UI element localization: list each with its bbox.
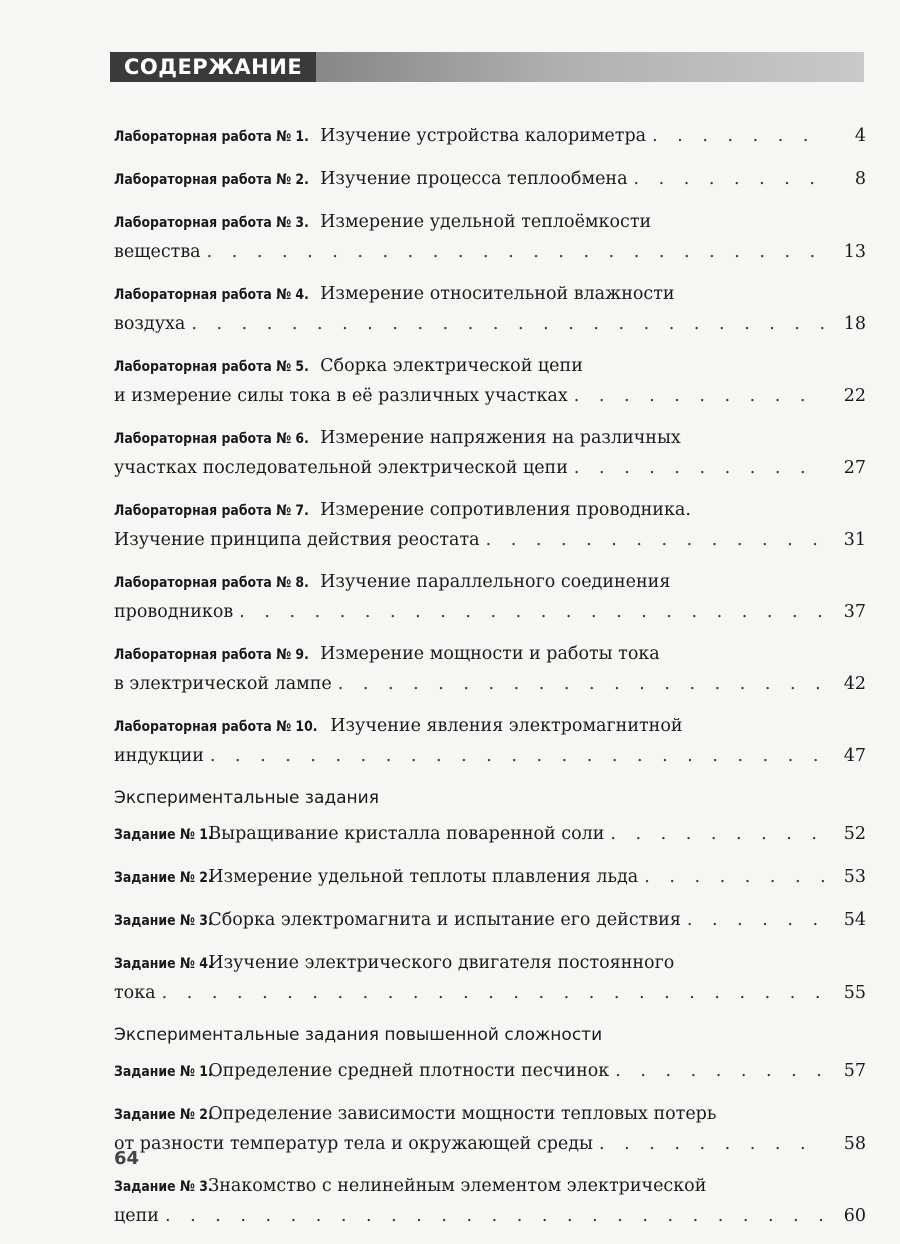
toc-entry-line bbox=[114, 1057, 866, 1087]
toc-entry-title: Изучение электрического двигателя постоянного bbox=[208, 953, 675, 973]
toc-entry[interactable] bbox=[114, 906, 866, 936]
toc-entry-title: Измерение удельной теплоёмкости bbox=[320, 212, 652, 232]
toc-entry[interactable] bbox=[114, 122, 866, 152]
toc-entry[interactable] bbox=[114, 640, 866, 699]
toc-entry-label: Лабораторная работа № 6. bbox=[114, 431, 309, 447]
section-heading-experimental: Экспериментальные задания bbox=[114, 788, 379, 808]
toc-entry-line bbox=[114, 598, 866, 627]
toc-entry-title: Изучение принципа действия реостата bbox=[114, 530, 480, 550]
toc-entry-page: 31 bbox=[843, 530, 866, 550]
toc-entry-label: Задание № 1. bbox=[114, 827, 213, 843]
toc-entry-page: 55 bbox=[843, 983, 866, 1003]
toc-entry[interactable] bbox=[114, 1172, 866, 1231]
dot-leader bbox=[574, 382, 824, 411]
toc-entry-label: Задание № 4. bbox=[114, 956, 213, 972]
toc-entry-line bbox=[114, 670, 866, 699]
toc-entry-title: от разности температур тела и окружающей среды bbox=[114, 1134, 593, 1154]
toc-entry-line bbox=[114, 310, 866, 339]
toc-entry-label: Лабораторная работа № 10. bbox=[114, 719, 318, 735]
toc-entry-line bbox=[114, 568, 866, 598]
toc-entry[interactable] bbox=[114, 208, 866, 267]
dot-leader bbox=[162, 979, 824, 1008]
toc-entry[interactable] bbox=[114, 949, 866, 1008]
toc-entry-label: Задание № 2. bbox=[114, 1107, 213, 1123]
toc-entry-title: проводников bbox=[114, 602, 234, 622]
toc-entry-line bbox=[114, 1202, 866, 1231]
toc-entry-title: Определение средней плотности песчинок bbox=[208, 1061, 610, 1081]
toc-entry[interactable] bbox=[114, 496, 866, 555]
toc-entry-title: участках последовательной электрической цепи bbox=[114, 458, 568, 478]
toc-entry-page: 54 bbox=[843, 910, 866, 930]
toc-entry-page: 57 bbox=[843, 1061, 866, 1081]
dot-leader bbox=[165, 1202, 824, 1231]
dot-leader bbox=[652, 122, 824, 151]
toc-entry-page: 4 bbox=[854, 126, 866, 146]
toc-entry-title: Изучение процесса теплообмена bbox=[320, 169, 628, 189]
toc-entry[interactable] bbox=[114, 165, 866, 195]
toc-entry-page: 37 bbox=[843, 602, 866, 622]
toc-entry-label: Лабораторная работа № 5. bbox=[114, 359, 309, 375]
toc-entry-line bbox=[114, 280, 866, 310]
toc-entry[interactable] bbox=[114, 1057, 866, 1087]
toc-entry-title: и измерение силы тока в её различных участках bbox=[114, 386, 568, 406]
toc-entry-line bbox=[114, 979, 866, 1008]
toc-entry-page: 52 bbox=[843, 824, 866, 844]
toc-entry[interactable] bbox=[114, 280, 866, 339]
experimental-tasks-list bbox=[114, 820, 866, 1008]
toc-entry[interactable] bbox=[114, 1100, 866, 1159]
dot-leader bbox=[338, 670, 824, 699]
toc-entry-line bbox=[114, 949, 866, 979]
page-title: СОДЕРЖАНИЕ bbox=[110, 52, 316, 82]
toc-entry-page: 18 bbox=[843, 314, 866, 334]
toc-entry-line bbox=[114, 454, 866, 483]
toc-entry-title: цепи bbox=[114, 1206, 159, 1226]
dot-leader bbox=[574, 454, 824, 483]
dot-leader bbox=[687, 906, 824, 935]
toc-entry[interactable] bbox=[114, 820, 866, 850]
dot-leader bbox=[634, 165, 824, 194]
toc-entry-label: Лабораторная работа № 2. bbox=[114, 172, 309, 188]
toc-entry-title: Сборка электрической цепи bbox=[320, 356, 583, 376]
toc-entry-page: 60 bbox=[843, 1206, 866, 1226]
toc-entry-title: Измерение мощности и работы тока bbox=[320, 644, 660, 664]
toc-entry[interactable] bbox=[114, 712, 866, 771]
toc-entry-title: Изучение устройства калориметра bbox=[320, 126, 647, 146]
toc-entry-line bbox=[114, 820, 866, 850]
toc-entry-line bbox=[114, 526, 866, 555]
dot-leader bbox=[644, 863, 824, 892]
toc-entry-line bbox=[114, 165, 866, 195]
toc-entry-page: 42 bbox=[843, 674, 866, 694]
section-heading-advanced: Экспериментальные задания повышенной сложности bbox=[114, 1025, 603, 1045]
toc-entry-label: Лабораторная работа № 8. bbox=[114, 575, 309, 591]
toc-entry-line bbox=[114, 238, 866, 267]
toc-entry-label: Задание № 1. bbox=[114, 1064, 213, 1080]
toc-entry-line bbox=[114, 1100, 866, 1130]
toc-entry-title: Сборка электромагнита и испытание его действия bbox=[208, 910, 681, 930]
toc-entry-label: Лабораторная работа № 3. bbox=[114, 215, 309, 231]
toc-entry[interactable] bbox=[114, 424, 866, 483]
table-of-contents bbox=[114, 122, 866, 1244]
toc-entry-page: 47 bbox=[843, 746, 866, 766]
dot-leader bbox=[239, 598, 824, 627]
toc-entry-line bbox=[114, 1172, 866, 1202]
toc-entry-line bbox=[114, 352, 866, 382]
toc-entry-label: Лабораторная работа № 9. bbox=[114, 647, 309, 663]
toc-entry-line bbox=[114, 122, 866, 152]
toc-entry-title: в электрической лампе bbox=[114, 674, 332, 694]
toc-entry-line bbox=[114, 906, 866, 936]
toc-entry-page: 8 bbox=[854, 169, 866, 189]
toc-entry-title: Измерение удельной теплоты плавления льда bbox=[208, 867, 639, 887]
toc-entry-title: Изучение параллельного соединения bbox=[320, 572, 671, 592]
toc-entry-label: Задание № 2. bbox=[114, 870, 213, 886]
toc-entry-title: тока bbox=[114, 983, 156, 1003]
toc-entry-title: Знакомство с нелинейным элементом электрической bbox=[208, 1176, 707, 1196]
toc-entry-line bbox=[114, 1130, 866, 1159]
dot-leader bbox=[610, 820, 824, 849]
toc-entry-line bbox=[114, 863, 866, 893]
toc-entry-label: Задание № 3. bbox=[114, 913, 213, 929]
toc-entry-line bbox=[114, 496, 866, 526]
toc-entry-line bbox=[114, 742, 866, 771]
toc-entry[interactable] bbox=[114, 863, 866, 893]
toc-entry-label: Лабораторная работа № 4. bbox=[114, 287, 309, 303]
toc-entry-page: 58 bbox=[843, 1134, 866, 1154]
toc-entry-title: Выращивание кристалла поваренной соли bbox=[208, 824, 605, 844]
toc-entry[interactable] bbox=[114, 568, 866, 627]
toc-entry[interactable] bbox=[114, 352, 866, 411]
toc-entry-page: 53 bbox=[843, 867, 866, 887]
toc-entry-title: индукции bbox=[114, 746, 204, 766]
dot-leader bbox=[207, 238, 824, 267]
toc-entry-page: 27 bbox=[843, 458, 866, 478]
lab-works-list bbox=[114, 122, 866, 771]
dot-leader bbox=[615, 1057, 824, 1086]
dot-leader bbox=[210, 742, 824, 771]
toc-entry-title: воздуха bbox=[114, 314, 186, 334]
toc-entry-line bbox=[114, 424, 866, 454]
toc-entry-label: Задание № 3. bbox=[114, 1179, 213, 1195]
toc-entry-page: 13 bbox=[843, 242, 866, 262]
toc-entry-label: Лабораторная работа № 1. bbox=[114, 129, 309, 145]
toc-entry-line bbox=[114, 712, 866, 742]
toc-entry-page: 22 bbox=[843, 386, 866, 406]
toc-entry-label: Лабораторная работа № 7. bbox=[114, 503, 309, 519]
page-number: 64 bbox=[114, 1148, 140, 1169]
dot-leader bbox=[191, 310, 824, 339]
dot-leader bbox=[486, 526, 824, 555]
toc-entry-line bbox=[114, 382, 866, 411]
toc-entry-line bbox=[114, 208, 866, 238]
dot-leader bbox=[599, 1130, 824, 1159]
toc-entry-title: Изучение явления электромагнитной bbox=[330, 716, 683, 736]
toc-entry-title: Определение зависимости мощности тепловых потерь bbox=[208, 1104, 717, 1124]
toc-entry-line bbox=[114, 640, 866, 670]
toc-entry-title: вещества bbox=[114, 242, 201, 262]
toc-entry-title: Измерение сопротивления проводника. bbox=[320, 500, 691, 520]
toc-entry-title: Измерение напряжения на различных bbox=[320, 428, 681, 448]
toc-entry-title: Измерение относительной влажности bbox=[320, 284, 675, 304]
advanced-tasks-list bbox=[114, 1057, 866, 1231]
